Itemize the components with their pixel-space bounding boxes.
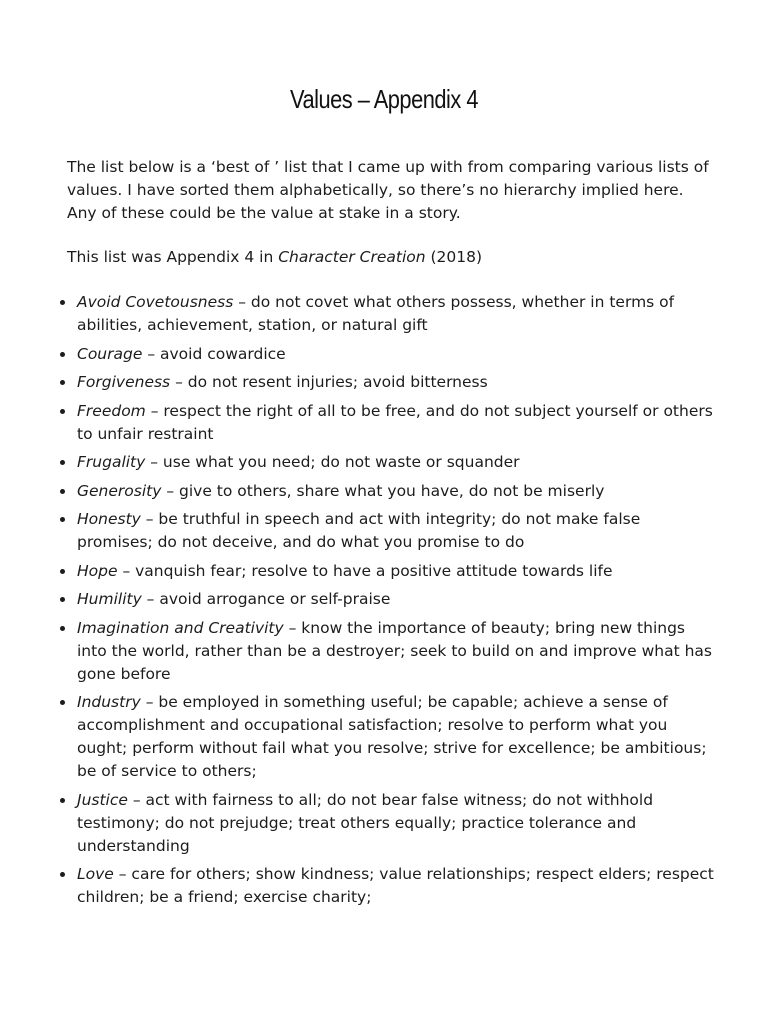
value-term: Courage [77, 344, 143, 363]
list-item [77, 789, 717, 858]
value-term: Humility [77, 590, 142, 608]
book-title: Character Creation [278, 248, 426, 266]
value-description: – give to others, share what you have, do not be miserly [161, 481, 605, 500]
value-description: – know the importance of beauty; bring new things into the world, rather than be a destroyer; seek to build on and improve what has gone before [77, 618, 712, 683]
intro-paragraph: The list below is a ‘best of ’ list that I came up with from comparing various lists of values. I have sorted them alphabetically, so there’s no hierarchy implied here. Any of these could be the value at stake in a story. [67, 158, 709, 222]
list-item [77, 560, 717, 583]
value-description: – avoid cowardice [142, 344, 286, 363]
list-item [77, 291, 717, 337]
value-term: Industry [77, 693, 141, 711]
list-item [77, 508, 717, 554]
value-description: – avoid arrogance or self-praise [141, 590, 391, 608]
value-description: – act with fairness to all; do not bear false witness; do not withhold testimony; do not prejudge; treat others equally; practice tolerance and understanding [77, 790, 654, 855]
list-item [77, 371, 717, 394]
page-title: Values – Appendix 4 [290, 84, 478, 114]
list-item [77, 343, 717, 366]
list-item [77, 451, 717, 474]
list-item [77, 863, 717, 909]
value-description: – use what you need; do not waste or squander [145, 453, 520, 471]
list-item [77, 617, 717, 686]
value-term: Freedom [77, 401, 146, 420]
value-term: Avoid Covetousness [77, 293, 234, 311]
source-paragraph [67, 246, 717, 269]
value-description: – be employed in something useful; be capable; achieve a sense of accomplishment and occupational satisfaction; resolve to perform what you ought; perform without fail what you resolve; strive for excellence; be ambitious; be of service to others; [77, 693, 707, 780]
value-term: Generosity [77, 481, 162, 500]
value-term: Imagination and Creativity [77, 618, 284, 637]
intro-section [67, 156, 717, 290]
value-term: Hope [77, 561, 118, 580]
source-prefix: This list was Appendix 4 in [67, 248, 279, 266]
value-description: – be truthful in speech and act with integrity; do not make false promises; do not deceive, and do what you promise to do [77, 510, 641, 551]
list-item [77, 480, 717, 503]
value-term: Frugality [77, 453, 146, 471]
value-term: Forgiveness [77, 373, 171, 391]
value-term: Honesty [77, 510, 141, 528]
value-description: – respect the right of all to be free, and do not subject yourself or others to unfair restraint [77, 401, 713, 443]
value-term: Justice [77, 790, 128, 809]
list-item [77, 400, 717, 446]
source-year: (2018) [425, 248, 483, 266]
list-item [77, 588, 717, 611]
value-description: – vanquish fear; resolve to have a positive attitude towards life [117, 561, 613, 580]
value-term: Love [77, 865, 114, 883]
values-list [77, 291, 717, 915]
list-item [77, 691, 717, 783]
value-description: – do not covet what others possess, whether in terms of abilities, achievement, station, or natural gift [77, 293, 675, 334]
value-description: – care for others; show kindness; value relationships; respect elders; respect children; be a friend; exercise charity; [77, 865, 714, 906]
value-description: – do not resent injuries; avoid bitterness [170, 373, 488, 391]
